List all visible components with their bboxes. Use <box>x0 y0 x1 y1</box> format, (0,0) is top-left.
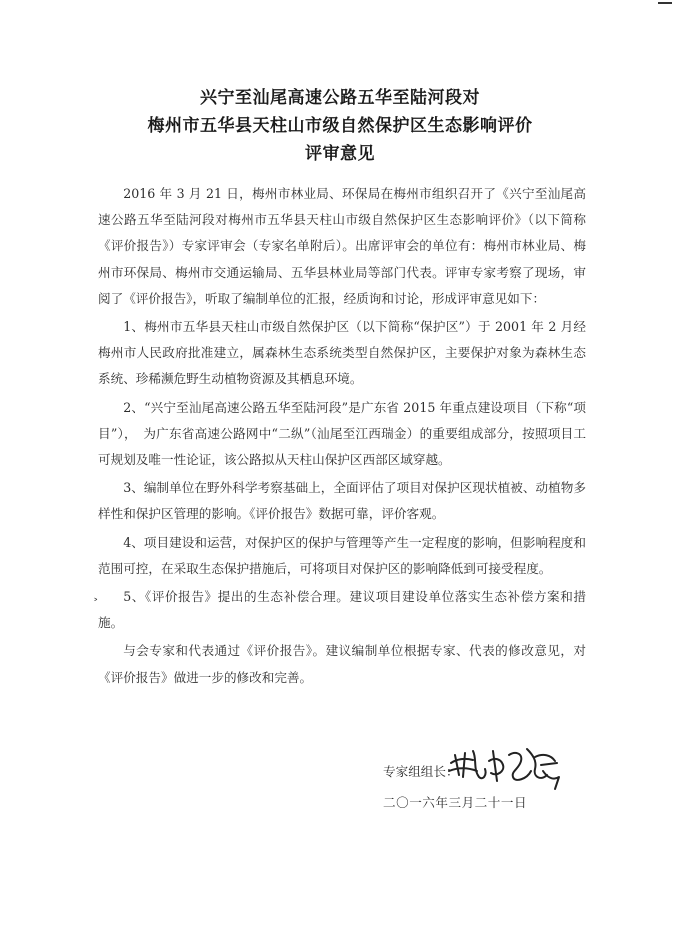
opinion-item-2: 2、“兴宁至汕尾高速公路五华至陆河段”是广东省 2015 年重点建设项目（下称“项目”）， 为广东省高速公路网中“二纵”（汕尾至江西瑞金）的重要组成部分，按照项目工可规划及唯一性论证，该公路拟从天柱山保护区西部区域穿越。 <box>98 399 586 468</box>
opinion-item-3: 3、编制单位在野外科学考察基础上，全面评估了项目对保护区现状植被、动植物多样性和保护区管理的影响。《评价报告》数据可靠，评价客观。 <box>98 480 586 522</box>
title-line-2: 梅州市五华县天柱山市级自然保护区生态影响评价 <box>147 116 533 136</box>
conclusion-paragraph: 与会专家和代表通过《评价报告》。建议编制单位根据专家、代表的修改意见，对《评价报告》做进一步的修改和完善。 <box>98 643 586 685</box>
document-title <box>0 84 680 168</box>
handwritten-signature <box>443 741 563 791</box>
margin-mark: ˃ <box>93 597 99 610</box>
title-line-3: 评审意见 <box>305 144 375 164</box>
title-line-1: 兴宁至汕尾高速公路五华至陆河段对 <box>200 88 480 108</box>
document-body <box>98 181 586 693</box>
opinion-item-1: 1、梅州市五华县天柱山市级自然保护区（以下简称“保护区”）于 2001 年 2 月经梅州市人民政府批准建立，属森林生态系统类型自然保护区，主要保护对象为森林生态系统、珍稀濒危野生动植物资源及其栖息环境。 <box>98 319 586 387</box>
signature-block <box>383 741 603 781</box>
signature-label: 专家组组长： <box>383 764 459 779</box>
signature-date: 二〇一六年三月二十一日 <box>383 795 528 810</box>
opinion-item-4: 4、项目建设和运营，对保护区的保护与管理等产生一定程度的影响，但影响程度和范围可控，在采取生态保护措施后，可将项目对保护区的影响降低到可接受程度。 <box>98 534 586 576</box>
corner-mark <box>658 2 672 4</box>
intro-paragraph: 2016 年 3 月 21 日，梅州市林业局、环保局在梅州市组织召开了《兴宁至汕尾高速公路五华至陆河段对梅州市五华县天柱山市级自然保护区生态影响评价》（以下简称《评价报告》）专家评审会（专家名单附后）。出席评审会的单位有：梅州市林业局、梅州市环保局、梅州市交通运输局、五华县林业局等部门代表。评审专家考察了现场，审阅了《评价报告》，听取了编制单位的汇报，经质询和讨论，形成评审意见如下： <box>98 186 586 306</box>
opinion-item-5: 5、《评价报告》提出的生态补偿合理。建议项目建设单位落实生态补偿方案和措施。 <box>98 589 586 631</box>
